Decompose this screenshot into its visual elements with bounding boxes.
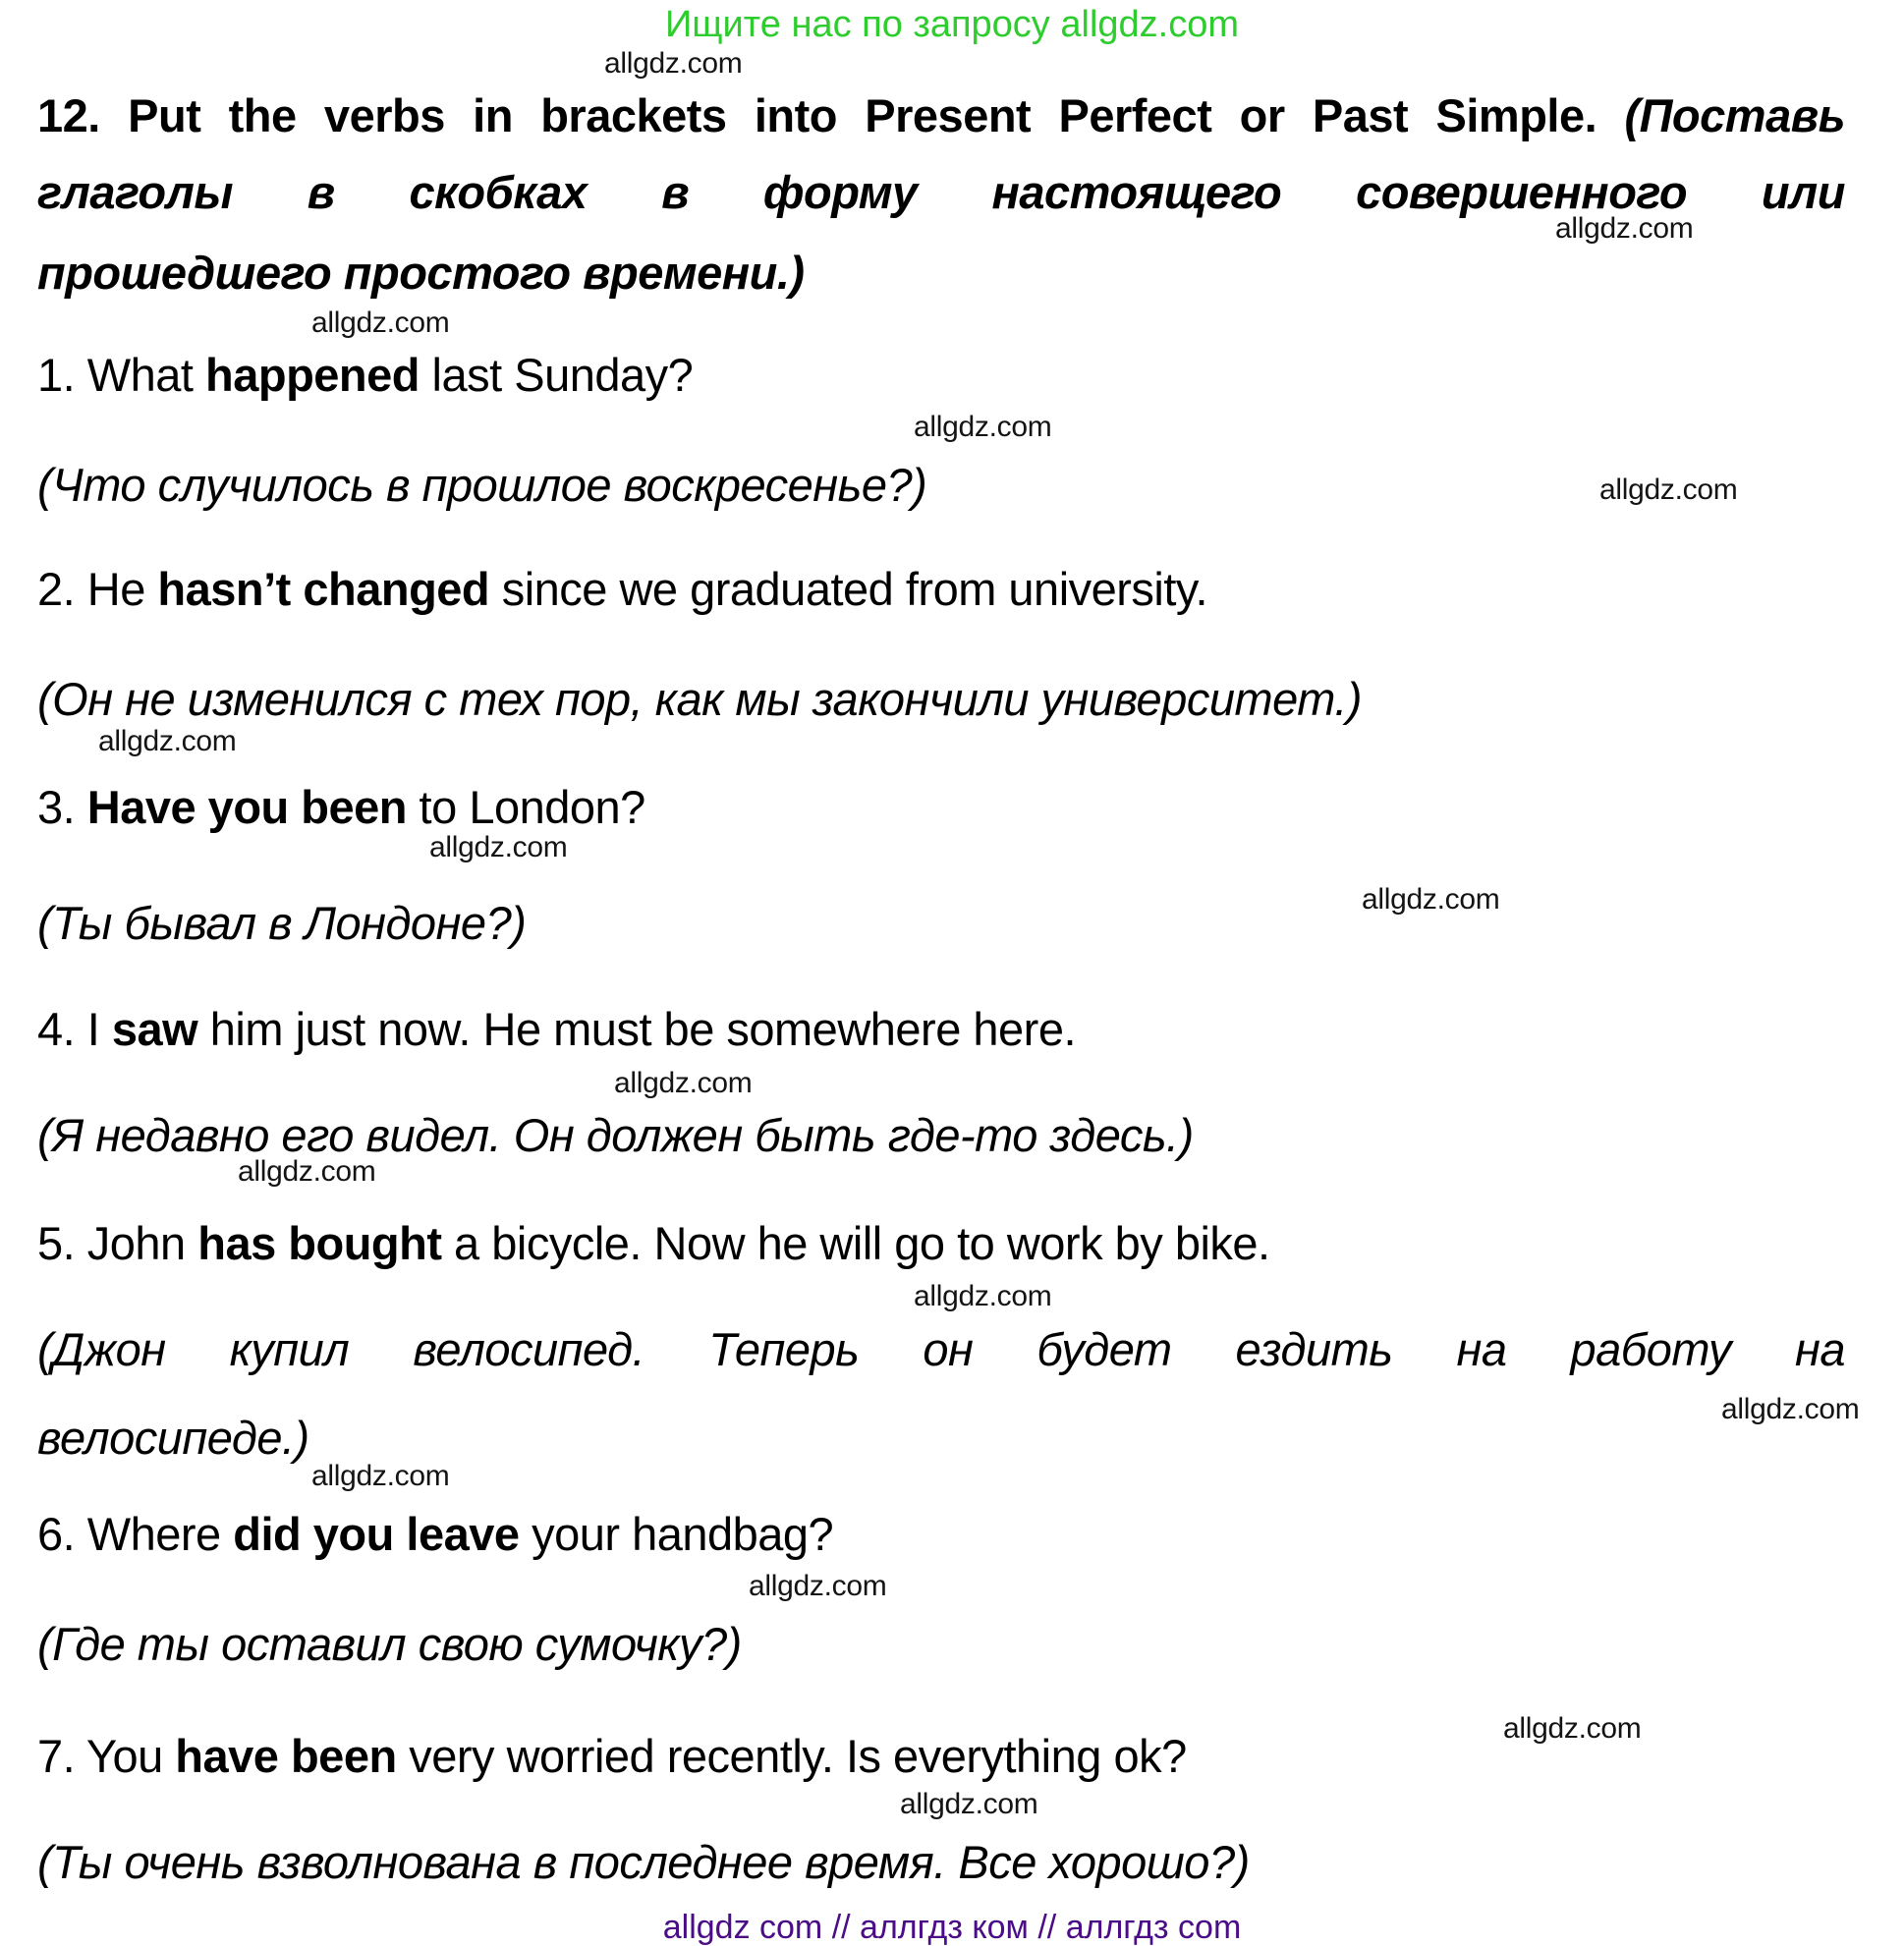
title-russian-start: (Поставь (1624, 89, 1845, 141)
watermark: allgdz.com (1599, 473, 1738, 506)
item-5-translation-line-1: (Джон купил велосипед. Теперь он будет ездить на работу на (37, 1323, 1845, 1375)
item-verb-bold: has bought (197, 1217, 442, 1269)
item-text-post: him just now. He must be somewhere here. (197, 1003, 1077, 1055)
item-3-translation: (Ты бывал в Лондоне?) (37, 897, 527, 949)
promo-header-text: Ищите нас по запросу allgdz.com (664, 4, 1239, 45)
exercise-item-5 (37, 1218, 1270, 1270)
exercise-title-line-2: глаголы в скобках в форму настоящего совершенного или (37, 166, 1845, 218)
watermark: allgdz.com (614, 1067, 753, 1099)
item-verb-bold: did you leave (233, 1508, 520, 1560)
watermark: allgdz.com (238, 1155, 376, 1188)
item-text-pre: 6. Where (37, 1508, 234, 1560)
watermark: allgdz.com (429, 831, 568, 863)
watermark: allgdz.com (1555, 212, 1694, 245)
item-text-pre: 1. What (37, 349, 206, 401)
item-1-translation: (Что случилось в прошлое воскресенье?) (37, 459, 927, 511)
item-2-translation: (Он не изменился с тех пор, как мы закончили университет.) (37, 673, 1363, 725)
item-text-pre: 5. John (37, 1217, 198, 1269)
item-text-pre: 4. I (37, 1003, 112, 1055)
exercise-item-7 (37, 1731, 1187, 1783)
watermark: allgdz.com (98, 725, 237, 757)
exercise-item-3 (37, 782, 645, 834)
watermark: allgdz.com (914, 1280, 1052, 1312)
exercise-title-line-3: прошедшего простого времени.) (37, 247, 805, 299)
exercise-item-6 (37, 1509, 833, 1561)
item-verb-bold: Have you been (86, 781, 407, 833)
title-english-bold: 12. Put the verbs in brackets into Present Perfect or Past Simple. (37, 89, 1625, 141)
item-verb-bold: have been (175, 1730, 397, 1782)
item-5-translation-line-2: велосипеде.) (37, 1412, 309, 1464)
item-verb-bold: saw (111, 1003, 198, 1055)
watermark: allgdz.com (900, 1788, 1038, 1820)
watermark: allgdz.com (1721, 1393, 1860, 1425)
item-text-post: very worried recently. Is everything ok? (396, 1730, 1187, 1782)
item-verb-bold: happened (205, 349, 420, 401)
item-6-translation: (Где ты оставил свою сумочку?) (37, 1618, 742, 1670)
item-text-pre: 3. (37, 781, 87, 833)
footer-domains-text: allgdz com // аллгдз ком // аллгдз com (662, 1909, 1242, 1946)
item-text-pre: 7. You (37, 1730, 176, 1782)
watermark: allgdz.com (311, 1460, 450, 1492)
item-text-pre: 2. He (37, 563, 158, 615)
item-4-translation: (Я недавно его видел. Он должен быть где-то здесь.) (37, 1109, 1194, 1161)
exercise-item-2 (37, 564, 1207, 616)
watermark: allgdz.com (749, 1570, 887, 1602)
exercise-item-1 (37, 350, 693, 402)
watermark: allgdz.com (1503, 1712, 1642, 1745)
item-text-post: last Sunday? (419, 349, 694, 401)
watermark: allgdz.com (914, 411, 1052, 443)
item-text-post: a bicycle. Now he will go to work by bike. (441, 1217, 1270, 1269)
watermark: allgdz.com (311, 306, 450, 339)
item-7-translation: (Ты очень взволнована в последнее время. Все хорошо?) (37, 1836, 1250, 1888)
item-text-post: your handbag? (519, 1508, 834, 1560)
item-text-post: since we graduated from university. (489, 563, 1207, 615)
exercise-title-line-1 (37, 90, 1845, 142)
watermark: allgdz.com (604, 47, 743, 80)
watermark: allgdz.com (1362, 883, 1500, 916)
exercise-item-4 (37, 1004, 1076, 1056)
item-verb-bold: hasn’t changed (157, 563, 490, 615)
item-text-post: to London? (407, 781, 645, 833)
